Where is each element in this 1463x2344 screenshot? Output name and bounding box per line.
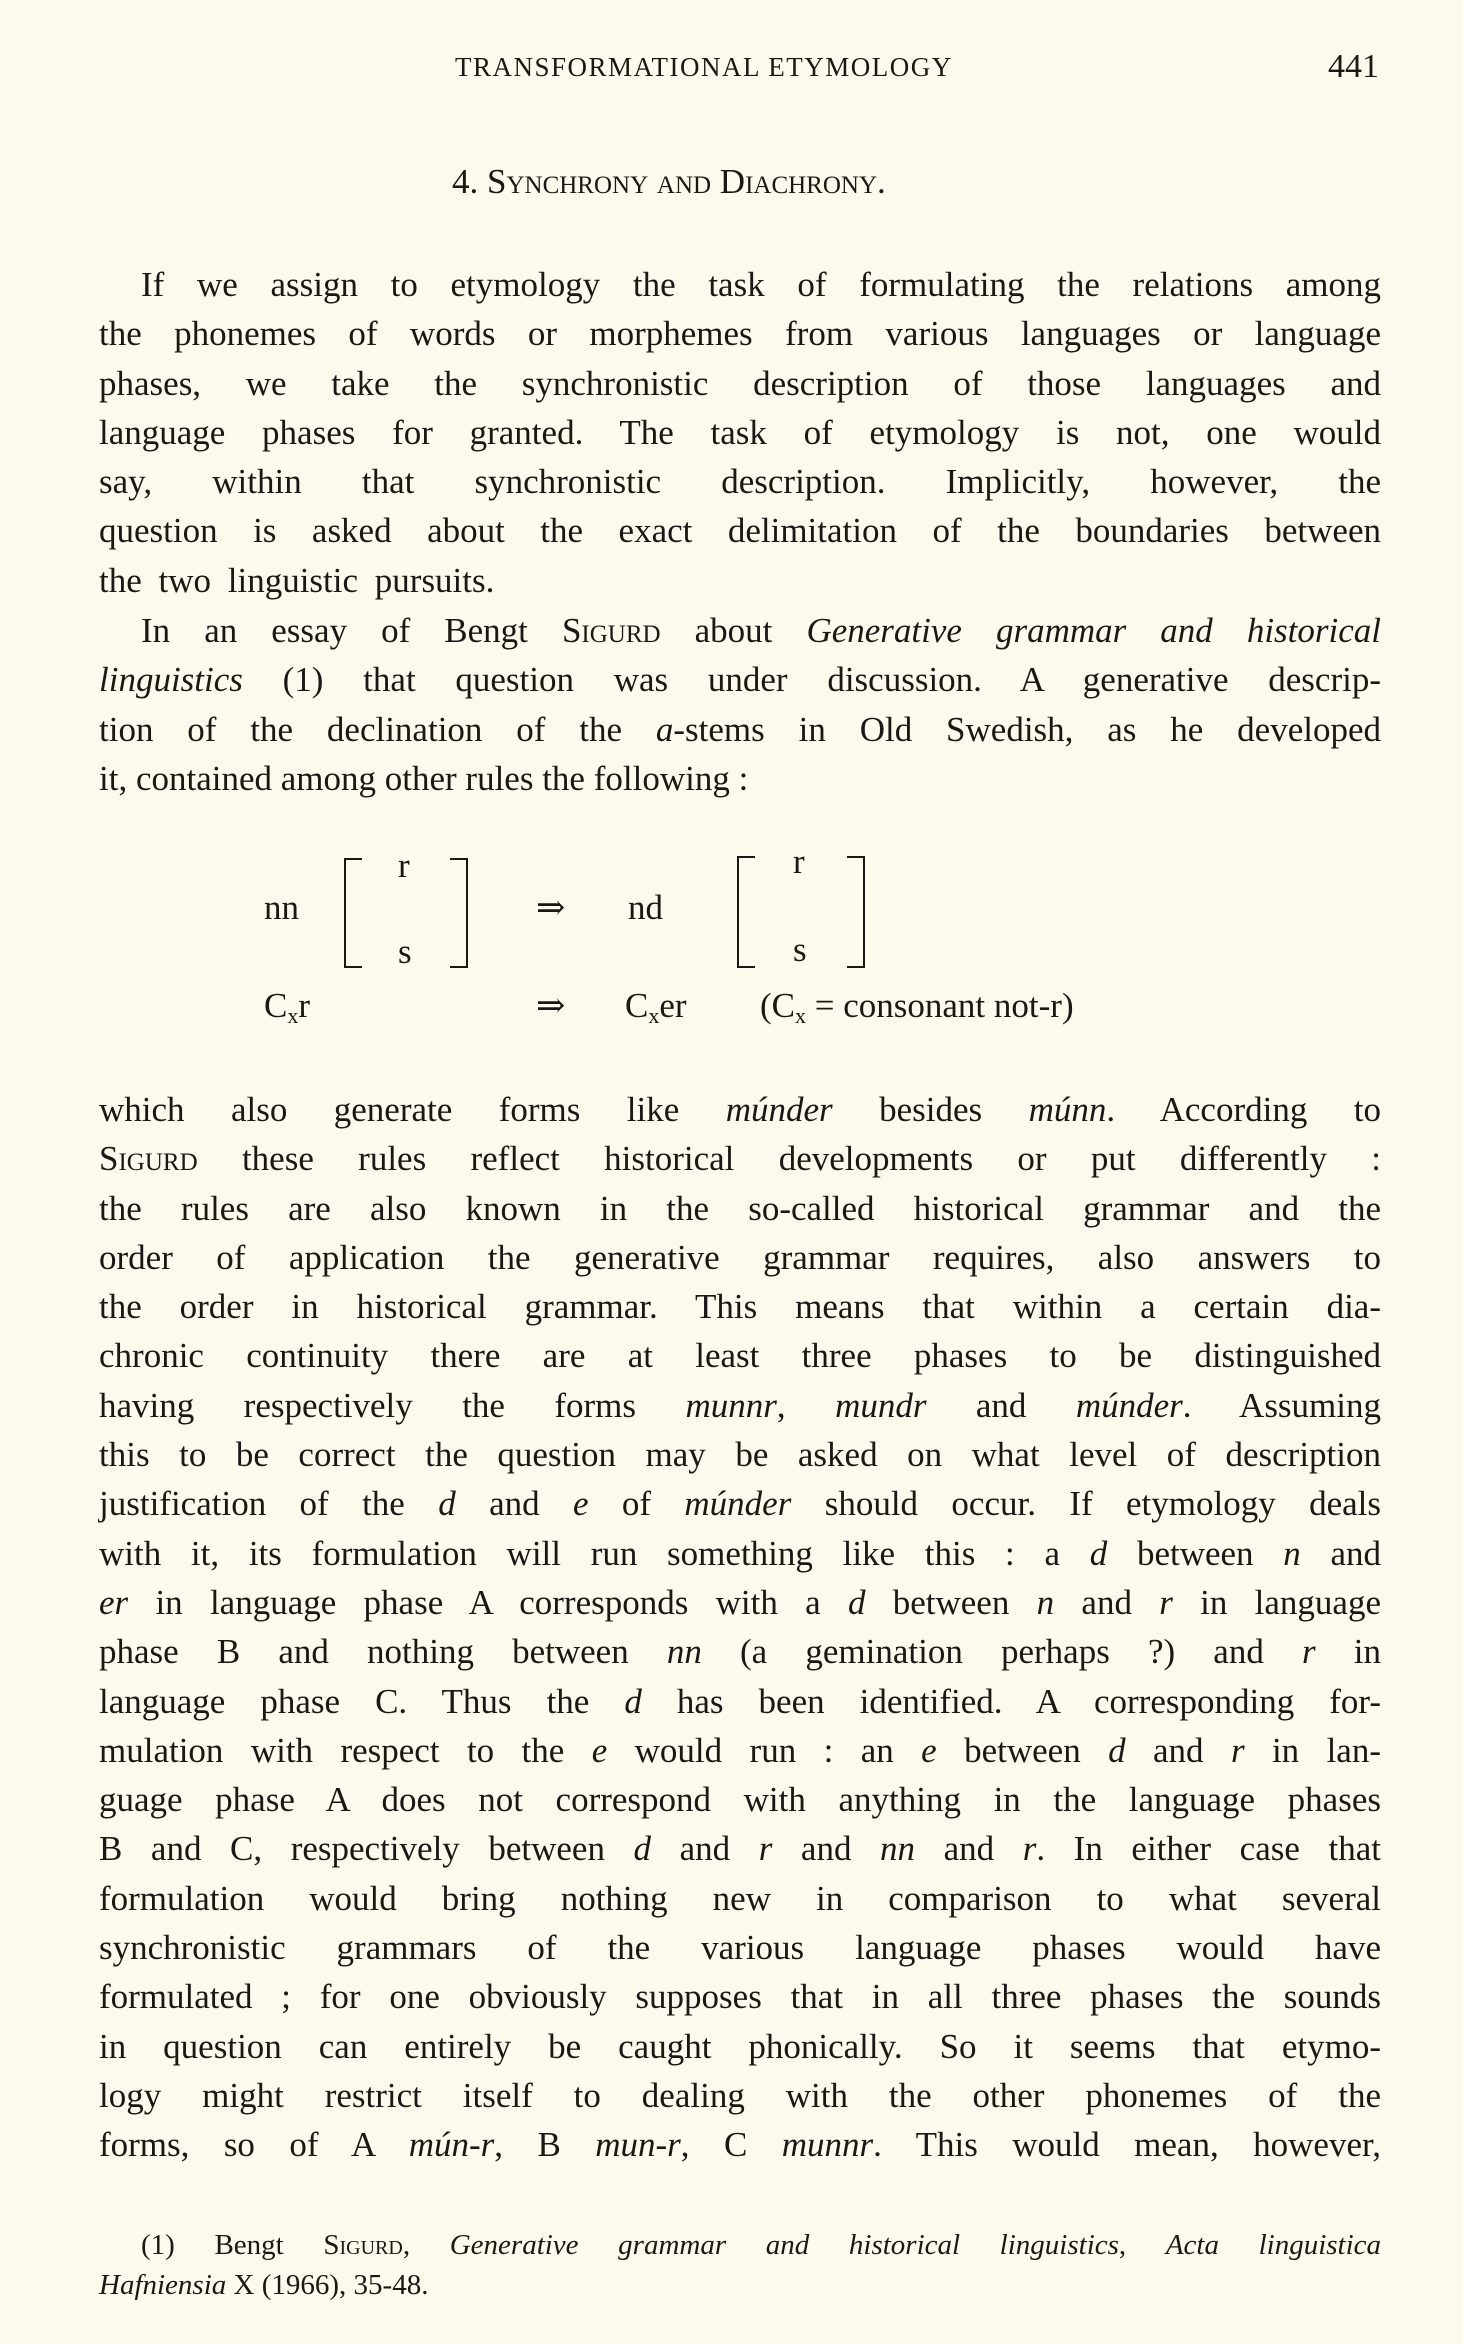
matrix-bracket-left bbox=[344, 846, 468, 971]
text-span: should occur. If etymology deals bbox=[791, 1484, 1381, 1524]
text-line: question is asked about the exact delimitation of the boundaries between bbox=[99, 511, 1381, 551]
italic-form: d bbox=[633, 1829, 652, 1869]
author-name: Sigurd bbox=[99, 1139, 198, 1179]
text-span: . Assuming bbox=[1182, 1385, 1382, 1425]
italic-form: nn bbox=[880, 1829, 916, 1869]
italic-form: mún-r bbox=[408, 2125, 495, 2165]
arrow-icon: ⇒ bbox=[536, 888, 566, 927]
footnote bbox=[99, 2225, 1381, 2305]
matrix-bracket-right bbox=[737, 842, 865, 969]
text-span: between bbox=[936, 1730, 1109, 1770]
footnote-line bbox=[99, 2265, 1381, 2305]
text-line: the two linguistic pursuits. bbox=[99, 560, 495, 600]
text-span: in language bbox=[1172, 1582, 1381, 1622]
text-span: , bbox=[402, 2229, 450, 2261]
footnote-line bbox=[99, 2225, 1381, 2265]
italic-form: r bbox=[1302, 1632, 1316, 1672]
text-span: and bbox=[1125, 1730, 1231, 1770]
text-line bbox=[99, 1726, 1381, 1775]
bracket-top-value: r bbox=[398, 846, 410, 885]
text-span: . In either case that bbox=[1036, 1829, 1381, 1869]
text-line bbox=[99, 1874, 1381, 1923]
text-span: has been identified. A corresponding for- bbox=[641, 1681, 1381, 1721]
text-span: and bbox=[651, 1829, 759, 1869]
text-span: . This would mean, however, bbox=[873, 2125, 1381, 2165]
italic-form: múnn bbox=[1028, 1090, 1107, 1129]
text-span: in question can entirely be caught phonically. So it seems that etymo- bbox=[99, 2026, 1381, 2066]
italic-form: d bbox=[438, 1484, 456, 1524]
paragraph-3 bbox=[99, 1085, 1381, 2170]
italic-form: r bbox=[758, 1829, 773, 1869]
text-span: and bbox=[1054, 1582, 1160, 1622]
text-line bbox=[99, 655, 1381, 704]
symbol-c: C bbox=[625, 986, 649, 1025]
text-span: besides bbox=[832, 1090, 1029, 1129]
text-span: between bbox=[865, 1582, 1037, 1622]
italic-form: múnder bbox=[1075, 1385, 1183, 1425]
page-number: 441 bbox=[1328, 48, 1379, 85]
text-line bbox=[99, 606, 1381, 655]
text-line bbox=[99, 1430, 1381, 1479]
text-span: this to be correct the question may be asked on what level of description bbox=[99, 1435, 1381, 1475]
text-line bbox=[99, 1085, 1381, 1134]
text-span: logy might restrict itself to dealing with the other phonemes of the bbox=[99, 2075, 1381, 2115]
text-span: and bbox=[1300, 1533, 1381, 1573]
text-span: between bbox=[1107, 1533, 1284, 1573]
text-line bbox=[99, 705, 1381, 754]
text-line bbox=[99, 1134, 1381, 1183]
cited-title: Generative grammar and historical linguistics bbox=[449, 2229, 1119, 2261]
footnote-marker: (1) bbox=[141, 2229, 175, 2261]
text-span: these rules reflect historical developments or put differently : bbox=[197, 1139, 1381, 1179]
text-span: -stems in Old Swedish, as he developed bbox=[673, 709, 1381, 749]
rule1-lhs: nn bbox=[264, 888, 299, 927]
text-span: the rules are also known in the so-called historical grammar and the bbox=[99, 1188, 1381, 1228]
text-span: , B bbox=[494, 2125, 596, 2165]
text-span: mulation with respect to the bbox=[99, 1730, 592, 1770]
text-line bbox=[99, 2120, 1381, 2169]
text-line bbox=[99, 1282, 1381, 1331]
text-line: phases, we take the synchronistic description of those languages and bbox=[99, 363, 1381, 403]
text-line bbox=[99, 1923, 1381, 1972]
text-span: and bbox=[915, 1829, 1023, 1869]
text-span: formulated ; for one obviously supposes that in all three phases the sounds bbox=[99, 1977, 1381, 2017]
text-line bbox=[99, 1233, 1381, 1282]
italic-form: e bbox=[572, 1484, 589, 1524]
text-span: B and C, respectively between bbox=[99, 1829, 634, 1869]
subscript-x: x bbox=[287, 1003, 299, 1028]
text-span: tion of the declination of the bbox=[99, 709, 656, 749]
section-number: 4. bbox=[452, 162, 479, 201]
text-line bbox=[99, 1578, 1381, 1627]
cited-title: linguistics bbox=[99, 660, 243, 700]
text-span: and bbox=[926, 1385, 1076, 1425]
symbol-r: r bbox=[298, 986, 311, 1025]
symbol-er: er bbox=[659, 986, 687, 1025]
paragraph-1 bbox=[99, 260, 1381, 605]
text-line bbox=[99, 1331, 1381, 1380]
italic-form: n bbox=[1283, 1533, 1301, 1573]
text-span: Bengt bbox=[174, 2229, 324, 2261]
text-span: (a gemination perhaps ?) and bbox=[701, 1632, 1302, 1672]
text-span: formulation would bring nothing new in comparison to what several bbox=[99, 1878, 1381, 1918]
text-span: justification of the bbox=[99, 1484, 439, 1524]
text-span: , C bbox=[680, 2125, 782, 2165]
text-span: in language phase A corresponds with a bbox=[128, 1582, 848, 1622]
text-line: If we assign to etymology the task of formulating the relations among bbox=[141, 265, 1381, 304]
italic-form: d bbox=[1108, 1730, 1126, 1770]
text-span: which also generate forms like bbox=[99, 1090, 726, 1129]
running-header-title: TRANSFORMATIONAL ETYMOLOGY bbox=[455, 52, 953, 82]
text-span: (C bbox=[760, 986, 795, 1025]
italic-form: d bbox=[624, 1681, 642, 1721]
bracket-bottom-value: s bbox=[793, 930, 807, 969]
italic-term: a bbox=[655, 709, 674, 749]
text-span: would run : an bbox=[607, 1730, 922, 1770]
text-span: language phase C. Thus the bbox=[99, 1681, 625, 1721]
text-span: and bbox=[455, 1484, 573, 1524]
italic-form: r bbox=[1022, 1829, 1037, 1869]
rule2-lhs bbox=[264, 986, 310, 1029]
text-line: the phonemes of words or morphemes from various languages or language bbox=[99, 314, 1381, 354]
text-line bbox=[99, 1479, 1381, 1528]
text-span: = consonant not-r) bbox=[806, 986, 1074, 1025]
text-span: synchronistic grammars of the various language phases would have bbox=[99, 1928, 1381, 1968]
italic-form: mun-r bbox=[595, 2125, 681, 2165]
italic-form: er bbox=[99, 1582, 129, 1622]
text-span: guage phase A does not correspond with anything in the language phases bbox=[99, 1780, 1381, 1820]
italic-form: mundr bbox=[835, 1385, 927, 1425]
bracket-bottom-value: s bbox=[398, 932, 412, 971]
text-span: chronic continuity there are at least three phases to be distinguished bbox=[99, 1336, 1381, 1376]
paragraph-2 bbox=[99, 606, 1381, 803]
text-span: about bbox=[660, 611, 807, 650]
text-line bbox=[99, 1627, 1381, 1676]
italic-form: munnr bbox=[781, 2125, 874, 2165]
italic-form: nn bbox=[666, 1632, 702, 1672]
rule2-rhs bbox=[625, 986, 687, 1029]
text-span: X (1966), 35-48. bbox=[226, 2269, 429, 2301]
text-line: language phases for granted. The task of etymology is not, one would bbox=[99, 412, 1381, 452]
italic-form: múnder bbox=[684, 1484, 792, 1524]
italic-form: r bbox=[1159, 1582, 1173, 1622]
text-line bbox=[99, 1972, 1381, 2021]
italic-form: e bbox=[591, 1730, 608, 1770]
text-span: forms, so of A bbox=[99, 2125, 409, 2165]
text-span: with it, its formulation will run something like this : a bbox=[99, 1533, 1090, 1573]
text-span: the order in historical grammar. This means that within a certain dia- bbox=[99, 1287, 1381, 1327]
text-line: say, within that synchronistic description. Implicitly, however, the bbox=[99, 462, 1381, 502]
text-line bbox=[99, 1529, 1381, 1578]
italic-form: n bbox=[1036, 1582, 1055, 1622]
text-span: , bbox=[776, 1385, 836, 1425]
italic-form: múnder bbox=[725, 1090, 833, 1129]
subscript-x: x bbox=[795, 1003, 806, 1028]
italic-form: e bbox=[921, 1730, 937, 1770]
cited-title: Generative grammar and historical bbox=[806, 611, 1381, 650]
text-span: of bbox=[588, 1484, 685, 1524]
text-span: and bbox=[772, 1829, 881, 1869]
author-name: Sigurd bbox=[561, 611, 661, 650]
formula-note bbox=[760, 986, 1074, 1029]
text-line bbox=[99, 2071, 1381, 2120]
text-span: having respectively the forms bbox=[99, 1385, 686, 1425]
text-line bbox=[99, 1775, 1381, 1824]
bracket-top-value: r bbox=[793, 842, 805, 881]
italic-form: r bbox=[1230, 1730, 1245, 1770]
text-line bbox=[99, 1381, 1381, 1430]
text-span: (1) that question was under discussion. A generative descrip- bbox=[242, 660, 1381, 700]
text-line bbox=[99, 2022, 1381, 2071]
text-span: order of application the generative grammar requires, also answers to bbox=[99, 1237, 1381, 1277]
text-span: In an essay of Bengt bbox=[141, 611, 562, 650]
text-span: in bbox=[1315, 1632, 1381, 1672]
journal-name: Acta linguistica bbox=[1165, 2229, 1382, 2261]
italic-form: munnr bbox=[685, 1385, 777, 1425]
italic-form: d bbox=[1089, 1533, 1108, 1573]
text-line bbox=[99, 1184, 1381, 1233]
subscript-x: x bbox=[648, 1003, 660, 1028]
text-line bbox=[99, 1677, 1381, 1726]
author-name: Sigurd bbox=[323, 2229, 403, 2261]
rule1-rhs: nd bbox=[628, 888, 663, 927]
section-heading bbox=[452, 162, 886, 202]
arrow-icon: ⇒ bbox=[536, 986, 566, 1025]
text-span: phase B and nothing between bbox=[99, 1632, 667, 1672]
section-title: Synchrony and Diachrony. bbox=[487, 162, 886, 201]
italic-form: d bbox=[847, 1582, 866, 1622]
text-line bbox=[99, 1824, 1381, 1873]
text-line: it, contained among other rules the following : bbox=[99, 758, 749, 798]
journal-name: Hafniensia bbox=[99, 2269, 227, 2301]
text-span: , bbox=[1118, 2229, 1166, 2261]
text-span: . According to bbox=[1106, 1090, 1381, 1129]
text-span: in lan- bbox=[1244, 1730, 1381, 1770]
symbol-c: C bbox=[264, 986, 288, 1025]
